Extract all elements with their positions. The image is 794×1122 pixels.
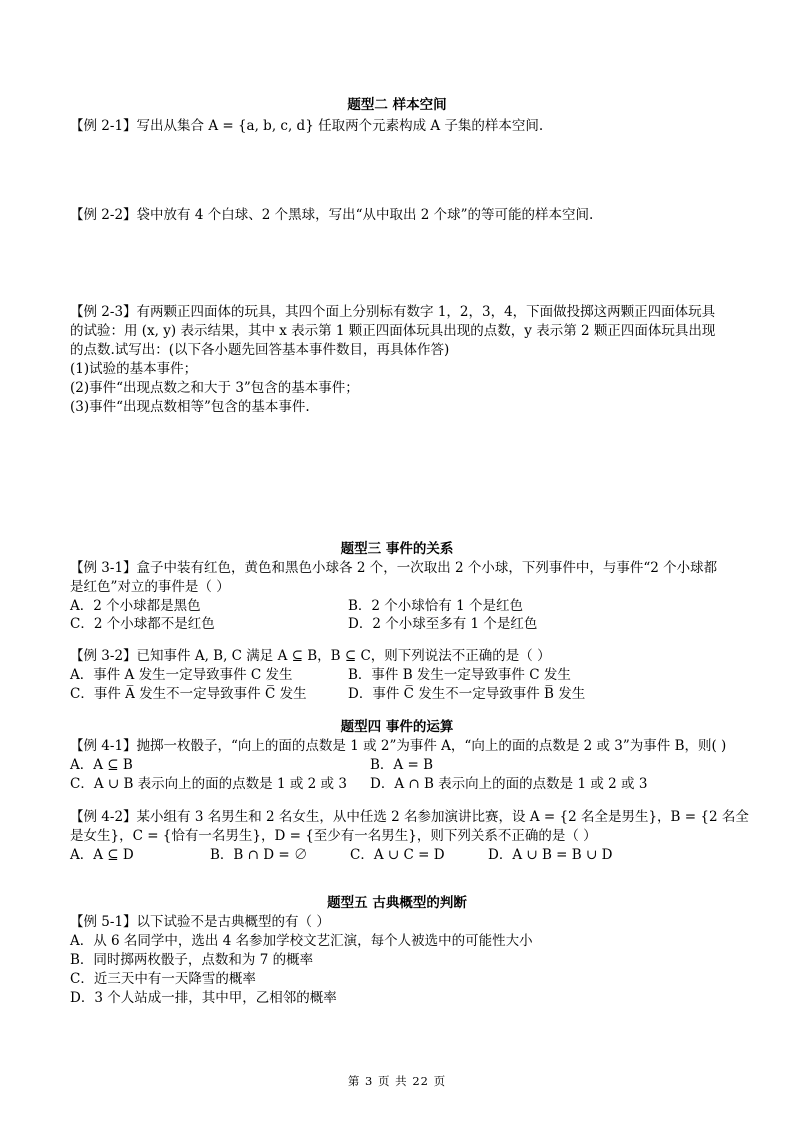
example-4-1-line-1: 【例 4-1】抛掷一枚骰子，“向上的面的点数是 1 或 2”为事件 A，“向上的面的点数是 2 或 3”为事件 B，则( ) (70, 738, 727, 754)
example-4-1-option-b: B．A = B (370, 757, 433, 773)
example-3-2-option-b: B．事件 B 发生一定导致事件 C 发生 (348, 667, 571, 683)
example-5-1-line-1: 【例 5-1】以下试验不是古典概型的有（ ） (70, 914, 330, 930)
example-5-1-option-d: D．3 个人站成一排，其中甲，乙相邻的概率 (70, 990, 337, 1006)
example-3-1-option-b: B．2 个小球恰有 1 个是红色 (348, 598, 523, 614)
example-3-2-option-c: C．事件 A̅ 发生不一定导致事件 C̅ 发生 (70, 686, 307, 702)
example-3-1-option-d: D．2 个小球至多有 1 个是红色 (348, 616, 538, 632)
example-3-1-option-c: C．2 个小球都不是红色 (70, 616, 215, 632)
example-2-3-line-2: 的试验：用 (x, y) 表示结果，其中 x 表示第 1 颗正四面体玩具出现的点数，y 表示第 2 颗正四面体玩具出现 (70, 323, 716, 339)
page-number-footer: 第 3 页 共 22 页 (347, 1074, 447, 1088)
example-2-2: 【例 2-2】袋中放有 4 个白球、2 个黑球，写出“从中取出 2 个球”的等可能的样本空间. (70, 207, 594, 223)
section-title-event-relations: 题型三 事件的关系 (340, 541, 454, 557)
example-4-2-line-1: 【例 4-2】某小组有 3 名男生和 2 名女生，从中任选 2 名参加演讲比赛，设 A = {2 名全是男生}，B = {2 名全 (70, 809, 749, 825)
example-3-1-line-2: 是红色”对立的事件是（ ） (70, 579, 230, 595)
example-3-2-option-d: D．事件 C̅ 发生不一定导致事件 B̅ 发生 (348, 686, 586, 702)
example-4-2-line-2: 是女生}，C = {恰有一名男生}，D = {至少有一名男生}，则下列关系不正确的是（ ） (70, 828, 597, 844)
example-2-3-question-2: (2)事件“出现点数之和大于 3”包含的基本事件； (70, 380, 359, 396)
example-4-1-option-d: D．A ∩ B 表示向上的面的点数是 1 或 2 或 3 (370, 776, 648, 792)
example-4-1-option-c: C．A ∪ B 表示向上的面的点数是 1 或 2 或 3 (70, 776, 347, 792)
example-4-2-option-d: D．A ∪ B = B ∪ D (488, 847, 613, 863)
example-2-1: 【例 2-1】写出从集合 A = {a, b, c, d} 任取两个元素构成 A 子集的样本空间. (70, 118, 544, 134)
example-2-3-question-3: (3)事件“出现点数相等”包含的基本事件. (70, 399, 310, 415)
example-4-1-option-a: A．A ⊆ B (70, 757, 133, 773)
section-title-sample-space: 题型二 样本空间 (347, 97, 447, 113)
section-title-classical-probability: 题型五 古典概型的判断 (327, 895, 467, 911)
example-5-1-option-a: A．从 6 名同学中，选出 4 名参加学校文艺汇演，每个人被选中的可能性大小 (70, 933, 533, 949)
example-3-2-option-a: A．事件 A 发生一定导致事件 C 发生 (70, 667, 293, 683)
section-title-event-operations: 题型四 事件的运算 (340, 719, 454, 735)
example-3-1-option-a: A．2 个小球都是黑色 (70, 598, 201, 614)
example-3-1-line-1: 【例 3-1】盒子中装有红色，黄色和黑色小球各 2 个，一次取出 2 个小球，下列事件中，与事件“2 个小球都 (70, 560, 718, 576)
example-4-2-option-a: A．A ⊆ D (70, 847, 134, 863)
example-4-2-option-b: B．B ∩ D = ∅ (210, 847, 308, 863)
example-2-3-line-3: 的点数.试写出：(以下各小题先回答基本事件数目，再具体作答) (70, 342, 450, 358)
example-5-1-option-c: C．近三天中有一天降雪的概率 (70, 971, 256, 987)
example-2-3-question-1: (1)试验的基本事件； (70, 361, 198, 377)
example-2-3-line-1: 【例 2-3】有两颗正四面体的玩具，其四个面上分别标有数字 1，2，3，4，下面做投掷这两颗正四面体玩具 (70, 304, 716, 320)
example-3-2-line-1: 【例 3-2】已知事件 A, B, C 满足 A ⊆ B，B ⊆ C，则下列说法不正确的是（ ） (70, 648, 551, 664)
example-4-2-option-c: C．A ∪ C = D (350, 847, 445, 863)
example-5-1-option-b: B．同时掷两枚骰子，点数和为 7 的概率 (70, 952, 314, 968)
